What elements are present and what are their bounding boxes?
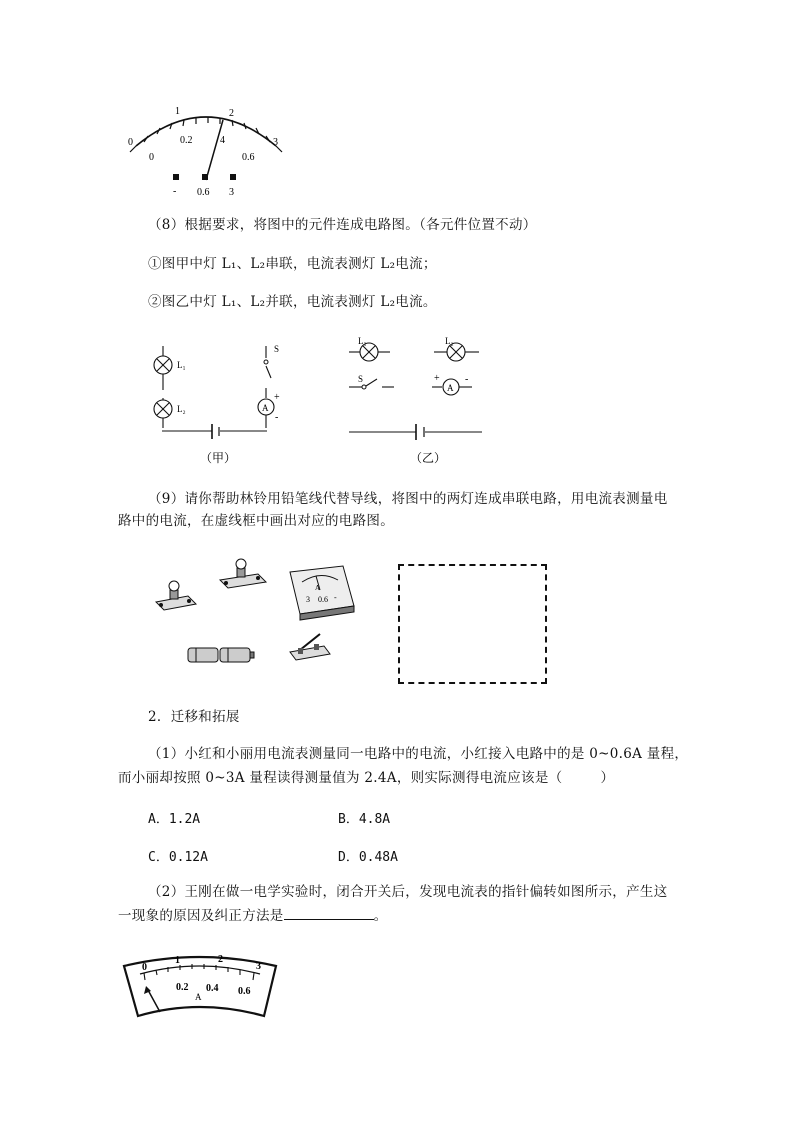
meter2-unit: A bbox=[195, 992, 202, 1002]
meter1-top-3: 3 bbox=[273, 137, 278, 148]
meter1-terminal-3: 3 bbox=[229, 187, 234, 198]
meter1-bottom-2: 4 bbox=[220, 135, 225, 146]
meter1-top-1: 1 bbox=[175, 106, 180, 117]
jia-ammeter-symbol: A bbox=[262, 403, 269, 413]
lamp-board-1 bbox=[156, 581, 196, 610]
q9-line1: （9）请你帮助林铃用铅笔线代替导线，将图中的两灯连成串联电路，用电流表测量电 bbox=[148, 491, 668, 507]
q1-line2: 而小丽却按照 0~3A 量程读得测量值为 2.4A，则实际测得电流应该是（ bbox=[118, 770, 563, 786]
jia-lamp2-label: L₂ bbox=[177, 404, 186, 414]
svg-text:A: A bbox=[315, 584, 321, 592]
jia-caption: （甲） bbox=[200, 451, 237, 465]
option-c[interactable]: C．0.12A bbox=[148, 850, 208, 865]
yi-caption: （乙） bbox=[410, 451, 447, 465]
q1-line2-wrap bbox=[118, 765, 614, 791]
svg-text:3: 3 bbox=[306, 595, 310, 604]
option-a[interactable]: A．1.2A bbox=[148, 812, 201, 827]
yi-switch-label: S bbox=[358, 374, 364, 384]
q1-line1: （1）小红和小丽用电流表测量同一电路中的电流，小红接入电路中的是 0~0.6A 量程， bbox=[148, 746, 689, 762]
jia-minus: - bbox=[275, 412, 279, 423]
circuit-jia-diagram bbox=[140, 336, 300, 472]
jia-switch-label: S bbox=[274, 344, 280, 354]
svg-text:-: - bbox=[334, 593, 337, 602]
ammeter-device bbox=[290, 566, 354, 620]
meter2-bottom-06: 0.6 bbox=[238, 986, 251, 997]
q8-line2: ②图乙中灯 L₁、L₂并联，电流表测灯 L₂电流。 bbox=[148, 294, 437, 310]
meter2-bottom-04: 0.4 bbox=[206, 983, 219, 994]
circuit-yi-diagram bbox=[344, 334, 494, 470]
meter1-top-0: 0 bbox=[128, 137, 133, 148]
q2-line2-wrap bbox=[118, 903, 387, 929]
battery-pack bbox=[188, 648, 254, 662]
option-d[interactable]: D．0.48A bbox=[338, 850, 398, 865]
yi-lamp1-label: L₁ bbox=[358, 336, 367, 346]
meter1-needle bbox=[206, 120, 223, 180]
yi-ammeter-symbol: A bbox=[447, 383, 454, 393]
jia-plus: + bbox=[274, 392, 280, 403]
answer-blank[interactable] bbox=[284, 905, 374, 920]
q2-line2: 一现象的原因及纠正方法是 bbox=[118, 908, 284, 924]
meter1-bottom-3: 0.6 bbox=[242, 152, 255, 163]
lamp-board-2 bbox=[220, 559, 266, 588]
yi-minus: - bbox=[465, 374, 469, 385]
meter1-terminal-minus: - bbox=[173, 186, 177, 197]
meter2-top-3: 3 bbox=[256, 961, 261, 972]
meter1-bottom-1: 0.2 bbox=[180, 135, 193, 146]
q9-line2: 路中的电流，在虚线框中画出对应的电路图。 bbox=[118, 513, 394, 529]
drawing-frame[interactable] bbox=[398, 564, 547, 684]
meter2-top-0: 0 bbox=[142, 962, 147, 973]
components-picture bbox=[148, 556, 378, 674]
meter1-bottom-0: 0 bbox=[149, 152, 154, 163]
meter2-top-2: 2 bbox=[218, 954, 223, 965]
svg-text:0.6: 0.6 bbox=[318, 595, 328, 604]
ammeter-dial-diagram-1 bbox=[118, 98, 298, 200]
meter1-top-2: 2 bbox=[229, 108, 234, 119]
q8-line1: ①图甲中灯 L₁、L₂串联，电流表测灯 L₂电流； bbox=[148, 256, 437, 272]
knife-switch bbox=[290, 634, 330, 660]
meter1-terminal-06: 0.6 bbox=[197, 187, 210, 198]
yi-plus: + bbox=[434, 373, 440, 384]
q1-line2-end: ） bbox=[600, 770, 615, 786]
section-title: 2．迁移和拓展 bbox=[148, 709, 240, 725]
yi-lamp2-label: L₂ bbox=[445, 336, 454, 346]
option-b[interactable]: B．4.8A bbox=[338, 812, 391, 827]
meter2-top-1: 1 bbox=[175, 955, 180, 966]
jia-lamp1-label: L₁ bbox=[177, 360, 186, 370]
q2-line2-end: 。 bbox=[373, 908, 388, 924]
q2-line1: （2）王刚在做一电学实验时，闭合开关后，发现电流表的指针偏转如图所示，产生这 bbox=[148, 884, 668, 900]
q8-intro: （8）根据要求，将图中的元件连成电路图。（各元件位置不动） bbox=[148, 217, 537, 233]
ammeter-dial-diagram-2 bbox=[118, 944, 280, 1026]
meter2-bottom-02: 0.2 bbox=[176, 982, 189, 993]
